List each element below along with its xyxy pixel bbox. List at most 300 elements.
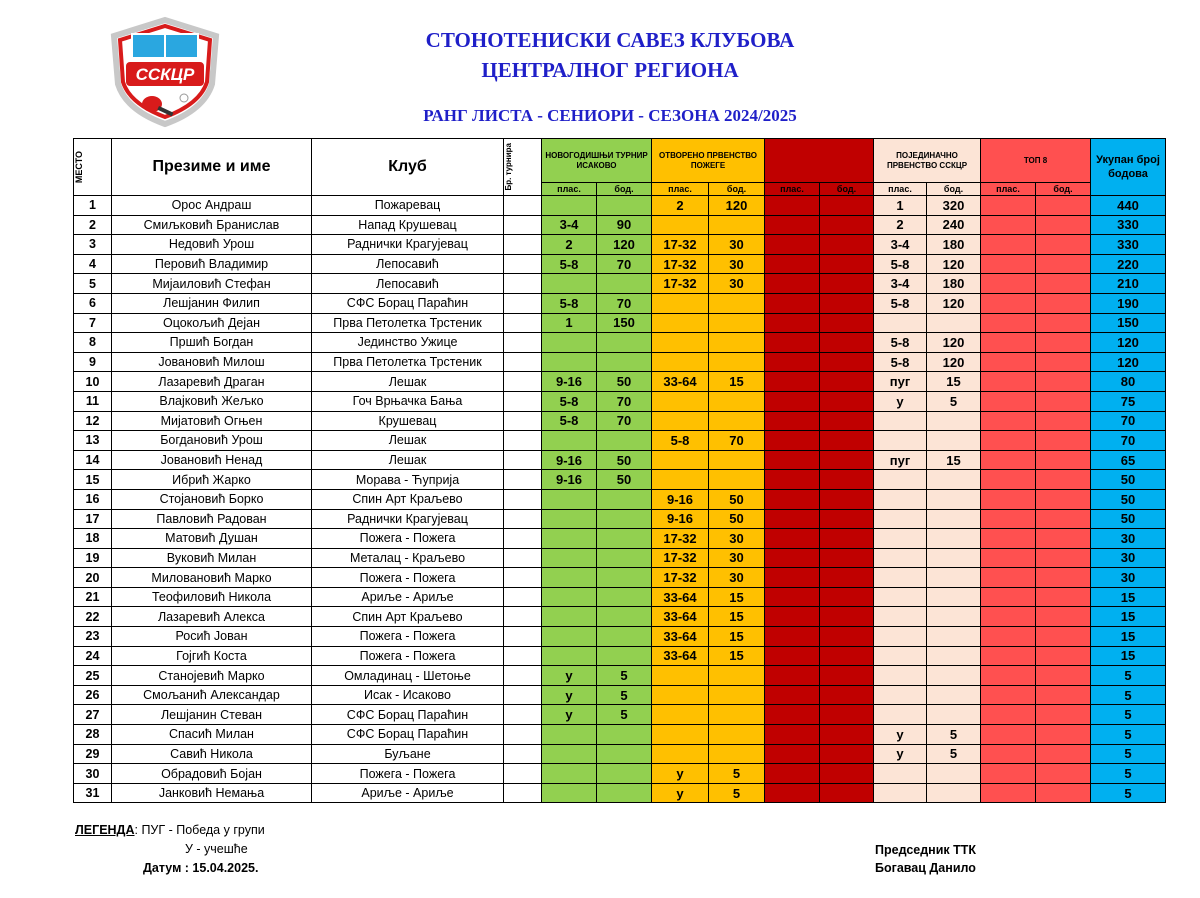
cell-t4p xyxy=(874,627,927,647)
cell-t5p xyxy=(981,254,1036,274)
cell-t2p xyxy=(652,215,709,235)
cell-t3b xyxy=(820,509,874,529)
cell-t3p xyxy=(765,764,820,784)
cell-t2p xyxy=(652,685,709,705)
cell-t3p xyxy=(765,568,820,588)
cell-name: Мијаиловић Стефан xyxy=(112,274,312,294)
cell-t2b: 30 xyxy=(709,529,765,549)
cell-t4b: 5 xyxy=(927,744,981,764)
cell-t5b xyxy=(1036,333,1091,353)
cell-t2p: 2 xyxy=(652,196,709,216)
table-row xyxy=(74,568,1166,588)
cell-t2b: 30 xyxy=(709,235,765,255)
cell-t1b xyxy=(597,783,652,803)
cell-total: 15 xyxy=(1091,627,1166,647)
cell-t4b xyxy=(927,783,981,803)
cell-t2p xyxy=(652,744,709,764)
header-tournament-1: НОВОГОДИШЊИ ТУРНИР ИСАКОВО xyxy=(542,139,652,183)
legend-label: ЛЕГЕНДА xyxy=(75,823,135,837)
cell-t4p: 2 xyxy=(874,215,927,235)
cell-t4b xyxy=(927,587,981,607)
cell-t4p xyxy=(874,587,927,607)
table-row xyxy=(74,391,1166,411)
cell-rank: 30 xyxy=(74,764,112,784)
cell-trn xyxy=(504,470,542,490)
cell-t3p xyxy=(765,391,820,411)
table-row xyxy=(74,783,1166,803)
cell-club: Буљане xyxy=(312,744,504,764)
cell-trn xyxy=(504,568,542,588)
cell-club: Ариље - Ариље xyxy=(312,587,504,607)
cell-rank: 15 xyxy=(74,470,112,490)
cell-t5b xyxy=(1036,627,1091,647)
cell-club: Пожега - Пожега xyxy=(312,764,504,784)
cell-t2p: 33-64 xyxy=(652,607,709,627)
cell-t1b xyxy=(597,352,652,372)
table-row xyxy=(74,587,1166,607)
cell-t5b xyxy=(1036,196,1091,216)
cell-t4p: у xyxy=(874,744,927,764)
cell-t3b xyxy=(820,470,874,490)
cell-trn xyxy=(504,607,542,627)
cell-t3b xyxy=(820,627,874,647)
cell-total: 50 xyxy=(1091,470,1166,490)
cell-t5p xyxy=(981,783,1036,803)
table-row xyxy=(74,215,1166,235)
cell-t1b xyxy=(597,489,652,509)
cell-club: Лешак xyxy=(312,431,504,451)
subheader-points: бод. xyxy=(927,183,981,196)
cell-t3p xyxy=(765,509,820,529)
table-row xyxy=(74,254,1166,274)
cell-trn xyxy=(504,627,542,647)
cell-t5b xyxy=(1036,313,1091,333)
cell-t5b xyxy=(1036,352,1091,372)
cell-t5p xyxy=(981,391,1036,411)
cell-trn xyxy=(504,744,542,764)
cell-total: 150 xyxy=(1091,313,1166,333)
cell-trn xyxy=(504,215,542,235)
cell-t4p xyxy=(874,489,927,509)
cell-name: Лешјанин Стеван xyxy=(112,705,312,725)
cell-t2b: 30 xyxy=(709,568,765,588)
table-row xyxy=(74,235,1166,255)
cell-total: 30 xyxy=(1091,548,1166,568)
cell-t3b xyxy=(820,411,874,431)
cell-t3p xyxy=(765,587,820,607)
cell-t5b xyxy=(1036,548,1091,568)
cell-total: 15 xyxy=(1091,646,1166,666)
cell-t3p xyxy=(765,333,820,353)
cell-t1b xyxy=(597,274,652,294)
cell-t4p xyxy=(874,509,927,529)
cell-trn xyxy=(504,705,542,725)
cell-t1p: у xyxy=(542,666,597,686)
cell-t5b xyxy=(1036,705,1091,725)
cell-name: Савић Никола xyxy=(112,744,312,764)
cell-t1b: 50 xyxy=(597,450,652,470)
cell-t2b xyxy=(709,391,765,411)
cell-t2b xyxy=(709,470,765,490)
cell-t1b xyxy=(597,568,652,588)
cell-name: Стојановић Борко xyxy=(112,489,312,509)
cell-t3b xyxy=(820,274,874,294)
cell-total: 50 xyxy=(1091,489,1166,509)
cell-name: Лазаревић Алекса xyxy=(112,607,312,627)
sskcr-logo xyxy=(104,14,226,128)
cell-t4p xyxy=(874,529,927,549)
cell-rank: 27 xyxy=(74,705,112,725)
cell-t2p xyxy=(652,352,709,372)
cell-t5b xyxy=(1036,783,1091,803)
header-tournament-3 xyxy=(765,139,874,183)
cell-t2p xyxy=(652,411,709,431)
cell-t5p xyxy=(981,470,1036,490)
cell-t3p xyxy=(765,666,820,686)
cell-t4p: 1 xyxy=(874,196,927,216)
cell-total: 15 xyxy=(1091,607,1166,627)
cell-name: Матовић Душан xyxy=(112,529,312,549)
cell-t3b xyxy=(820,587,874,607)
cell-club: Крушевац xyxy=(312,411,504,431)
cell-total: 50 xyxy=(1091,509,1166,529)
cell-t3p xyxy=(765,431,820,451)
cell-trn xyxy=(504,293,542,313)
cell-t5b xyxy=(1036,568,1091,588)
cell-trn xyxy=(504,313,542,333)
legend-line-1: : ПУГ - Победа у групи xyxy=(134,823,265,837)
cell-t4p xyxy=(874,548,927,568)
cell-t4p: 3-4 xyxy=(874,274,927,294)
cell-t1b: 70 xyxy=(597,391,652,411)
date: Датум : 15.04.2025. xyxy=(143,861,259,875)
cell-t2b: 50 xyxy=(709,509,765,529)
cell-t3b xyxy=(820,725,874,745)
cell-t3p xyxy=(765,352,820,372)
cell-t4p xyxy=(874,764,927,784)
header-rank: МЕСТО xyxy=(74,139,112,196)
cell-t1p xyxy=(542,489,597,509)
cell-t1p: 9-16 xyxy=(542,470,597,490)
cell-t5p xyxy=(981,627,1036,647)
cell-t1b: 70 xyxy=(597,254,652,274)
cell-rank: 25 xyxy=(74,666,112,686)
cell-t5p xyxy=(981,646,1036,666)
table-row xyxy=(74,293,1166,313)
cell-total: 30 xyxy=(1091,568,1166,588)
subheader-place: плас. xyxy=(981,183,1036,196)
cell-t5b xyxy=(1036,293,1091,313)
cell-t5b xyxy=(1036,685,1091,705)
cell-trn xyxy=(504,352,542,372)
cell-name: Влајковић Жељко xyxy=(112,391,312,411)
cell-t1b: 90 xyxy=(597,215,652,235)
cell-t3p xyxy=(765,470,820,490)
cell-t2b xyxy=(709,725,765,745)
cell-t2b: 30 xyxy=(709,274,765,294)
table-row xyxy=(74,489,1166,509)
header-total: Укупан број бодова xyxy=(1091,139,1166,196)
table-row xyxy=(74,705,1166,725)
cell-t5b xyxy=(1036,235,1091,255)
cell-t4p: 3-4 xyxy=(874,235,927,255)
cell-trn xyxy=(504,783,542,803)
cell-t2b xyxy=(709,333,765,353)
cell-t4b: 240 xyxy=(927,215,981,235)
cell-trn xyxy=(504,666,542,686)
cell-t5p xyxy=(981,293,1036,313)
cell-t1p xyxy=(542,646,597,666)
cell-t5b xyxy=(1036,529,1091,549)
cell-total: 5 xyxy=(1091,666,1166,686)
cell-t1p: 3-4 xyxy=(542,215,597,235)
cell-total: 5 xyxy=(1091,783,1166,803)
cell-t3b xyxy=(820,744,874,764)
cell-club: СФС Борац Параћин xyxy=(312,705,504,725)
cell-t2b xyxy=(709,666,765,686)
cell-t5b xyxy=(1036,254,1091,274)
cell-t5p xyxy=(981,509,1036,529)
cell-name: Јовановић Милош xyxy=(112,352,312,372)
subheader-place: плас. xyxy=(765,183,820,196)
cell-t2b xyxy=(709,352,765,372)
cell-t4b: 180 xyxy=(927,235,981,255)
cell-t4b xyxy=(927,685,981,705)
cell-rank: 29 xyxy=(74,744,112,764)
cell-name: Перовић Владимир xyxy=(112,254,312,274)
cell-t2p: 33-64 xyxy=(652,627,709,647)
cell-t4b xyxy=(927,607,981,627)
cell-rank: 6 xyxy=(74,293,112,313)
cell-rank: 9 xyxy=(74,352,112,372)
cell-name: Пршић Богдан xyxy=(112,333,312,353)
cell-t5p xyxy=(981,764,1036,784)
cell-total: 330 xyxy=(1091,215,1166,235)
cell-t4p: у xyxy=(874,725,927,745)
cell-t5p xyxy=(981,568,1036,588)
table-row xyxy=(74,196,1166,216)
cell-t1p xyxy=(542,627,597,647)
cell-t1p: 5-8 xyxy=(542,254,597,274)
cell-t1p xyxy=(542,764,597,784)
cell-t2p: 33-64 xyxy=(652,372,709,392)
cell-name: Богдановић Урош xyxy=(112,431,312,451)
cell-t4b xyxy=(927,568,981,588)
cell-total: 5 xyxy=(1091,705,1166,725)
cell-t5b xyxy=(1036,215,1091,235)
cell-t5p xyxy=(981,372,1036,392)
cell-rank: 7 xyxy=(74,313,112,333)
cell-t3p xyxy=(765,627,820,647)
cell-club: Пожега - Пожега xyxy=(312,529,504,549)
cell-total: 80 xyxy=(1091,372,1166,392)
cell-t1p xyxy=(542,568,597,588)
cell-t2p: 17-32 xyxy=(652,254,709,274)
table-row xyxy=(74,646,1166,666)
cell-club: Ариље - Ариље xyxy=(312,783,504,803)
cell-t2p: 33-64 xyxy=(652,646,709,666)
cell-t5p xyxy=(981,725,1036,745)
cell-t4b xyxy=(927,666,981,686)
cell-rank: 1 xyxy=(74,196,112,216)
cell-t4b: 15 xyxy=(927,372,981,392)
cell-t1b xyxy=(597,587,652,607)
cell-t2p: 33-64 xyxy=(652,587,709,607)
cell-t5p xyxy=(981,215,1036,235)
cell-t3p xyxy=(765,744,820,764)
cell-t5p xyxy=(981,333,1036,353)
cell-t5b xyxy=(1036,274,1091,294)
cell-t3b xyxy=(820,293,874,313)
table-row xyxy=(74,529,1166,549)
signature-name: Богавац Данило xyxy=(875,861,976,875)
cell-rank: 14 xyxy=(74,450,112,470)
cell-club: Пожега - Пожега xyxy=(312,568,504,588)
cell-t5b xyxy=(1036,666,1091,686)
cell-t4p xyxy=(874,313,927,333)
cell-rank: 28 xyxy=(74,725,112,745)
cell-t3p xyxy=(765,450,820,470)
cell-t5p xyxy=(981,685,1036,705)
cell-t2p: 17-32 xyxy=(652,274,709,294)
cell-t1b: 5 xyxy=(597,666,652,686)
cell-t5b xyxy=(1036,509,1091,529)
cell-t4b xyxy=(927,627,981,647)
cell-t2p xyxy=(652,333,709,353)
cell-rank: 2 xyxy=(74,215,112,235)
cell-name: Орос Андраш xyxy=(112,196,312,216)
cell-total: 70 xyxy=(1091,411,1166,431)
cell-total: 220 xyxy=(1091,254,1166,274)
cell-rank: 10 xyxy=(74,372,112,392)
cell-t2p: 17-32 xyxy=(652,529,709,549)
cell-t2b xyxy=(709,293,765,313)
cell-club: Пожега - Пожега xyxy=(312,627,504,647)
cell-t2p xyxy=(652,450,709,470)
cell-t2b: 70 xyxy=(709,431,765,451)
cell-t2b xyxy=(709,744,765,764)
cell-t1p xyxy=(542,548,597,568)
ranking-subtitle: РАНГ ЛИСТА - СЕНИОРИ - СЕЗОНА 2024/2025 xyxy=(423,106,797,125)
cell-t2b: 15 xyxy=(709,607,765,627)
table-row xyxy=(74,450,1166,470)
cell-t3b xyxy=(820,568,874,588)
cell-t3p xyxy=(765,548,820,568)
cell-t4b xyxy=(927,489,981,509)
table-row xyxy=(74,509,1166,529)
cell-t1p: 5-8 xyxy=(542,411,597,431)
cell-t2b: 30 xyxy=(709,548,765,568)
cell-t3p xyxy=(765,646,820,666)
cell-club: Омладинац - Шетоње xyxy=(312,666,504,686)
table-row xyxy=(74,372,1166,392)
cell-t1p: у xyxy=(542,705,597,725)
cell-t3p xyxy=(765,215,820,235)
cell-t2b xyxy=(709,215,765,235)
cell-t1b xyxy=(597,431,652,451)
cell-name: Лазаревић Драган xyxy=(112,372,312,392)
cell-t5p xyxy=(981,352,1036,372)
cell-t2b xyxy=(709,450,765,470)
cell-t1b: 120 xyxy=(597,235,652,255)
subheader-place: плас. xyxy=(542,183,597,196)
cell-t3p xyxy=(765,411,820,431)
cell-t5b xyxy=(1036,431,1091,451)
cell-t2p xyxy=(652,725,709,745)
cell-t3p xyxy=(765,783,820,803)
cell-t2p: у xyxy=(652,764,709,784)
cell-t1b: 70 xyxy=(597,293,652,313)
subheader-points: бод. xyxy=(709,183,765,196)
cell-rank: 31 xyxy=(74,783,112,803)
table-row xyxy=(74,627,1166,647)
cell-club: Прва Петолетка Трстеник xyxy=(312,313,504,333)
cell-total: 70 xyxy=(1091,431,1166,451)
cell-t4p xyxy=(874,470,927,490)
cell-t2p: 17-32 xyxy=(652,568,709,588)
cell-t2p: 9-16 xyxy=(652,489,709,509)
cell-club: СФС Борац Параћин xyxy=(312,725,504,745)
cell-t4p xyxy=(874,646,927,666)
cell-total: 190 xyxy=(1091,293,1166,313)
cell-t5b xyxy=(1036,411,1091,431)
cell-t5p xyxy=(981,411,1036,431)
cell-t4b: 180 xyxy=(927,274,981,294)
cell-club: Лешак xyxy=(312,450,504,470)
cell-t2p xyxy=(652,666,709,686)
cell-t2b: 15 xyxy=(709,646,765,666)
cell-t1b xyxy=(597,607,652,627)
cell-trn xyxy=(504,391,542,411)
signature-title: Председник ТТК xyxy=(875,843,977,857)
cell-t4b xyxy=(927,646,981,666)
cell-t3b xyxy=(820,333,874,353)
cell-club: Пожаревац xyxy=(312,196,504,216)
cell-club: Раднички Крагујевац xyxy=(312,235,504,255)
cell-club: Лешак xyxy=(312,372,504,392)
cell-name: Ибрић Жарко xyxy=(112,470,312,490)
cell-t3p xyxy=(765,293,820,313)
cell-t5p xyxy=(981,235,1036,255)
cell-t2b xyxy=(709,705,765,725)
cell-t4p xyxy=(874,607,927,627)
cell-t3p xyxy=(765,705,820,725)
cell-name: Спасић Милан xyxy=(112,725,312,745)
table-row xyxy=(74,607,1166,627)
table-row xyxy=(74,548,1166,568)
subheader-points: бод. xyxy=(597,183,652,196)
ranking-table xyxy=(73,138,1166,803)
cell-name: Миловановић Марко xyxy=(112,568,312,588)
cell-t3p xyxy=(765,372,820,392)
cell-t5b xyxy=(1036,489,1091,509)
cell-trn xyxy=(504,587,542,607)
cell-t4b: 5 xyxy=(927,725,981,745)
cell-t3b xyxy=(820,254,874,274)
cell-t5p xyxy=(981,548,1036,568)
cell-t2p xyxy=(652,293,709,313)
table-row xyxy=(74,352,1166,372)
cell-t4p xyxy=(874,411,927,431)
cell-t4p xyxy=(874,568,927,588)
region-title: ЦЕНТРАЛНОГ РЕГИОНА xyxy=(481,58,739,82)
cell-t4p: пуг xyxy=(874,372,927,392)
cell-t1p: 9-16 xyxy=(542,372,597,392)
legend xyxy=(75,823,265,837)
cell-total: 75 xyxy=(1091,391,1166,411)
cell-t1p xyxy=(542,783,597,803)
cell-club: Морава - Ћуприја xyxy=(312,470,504,490)
